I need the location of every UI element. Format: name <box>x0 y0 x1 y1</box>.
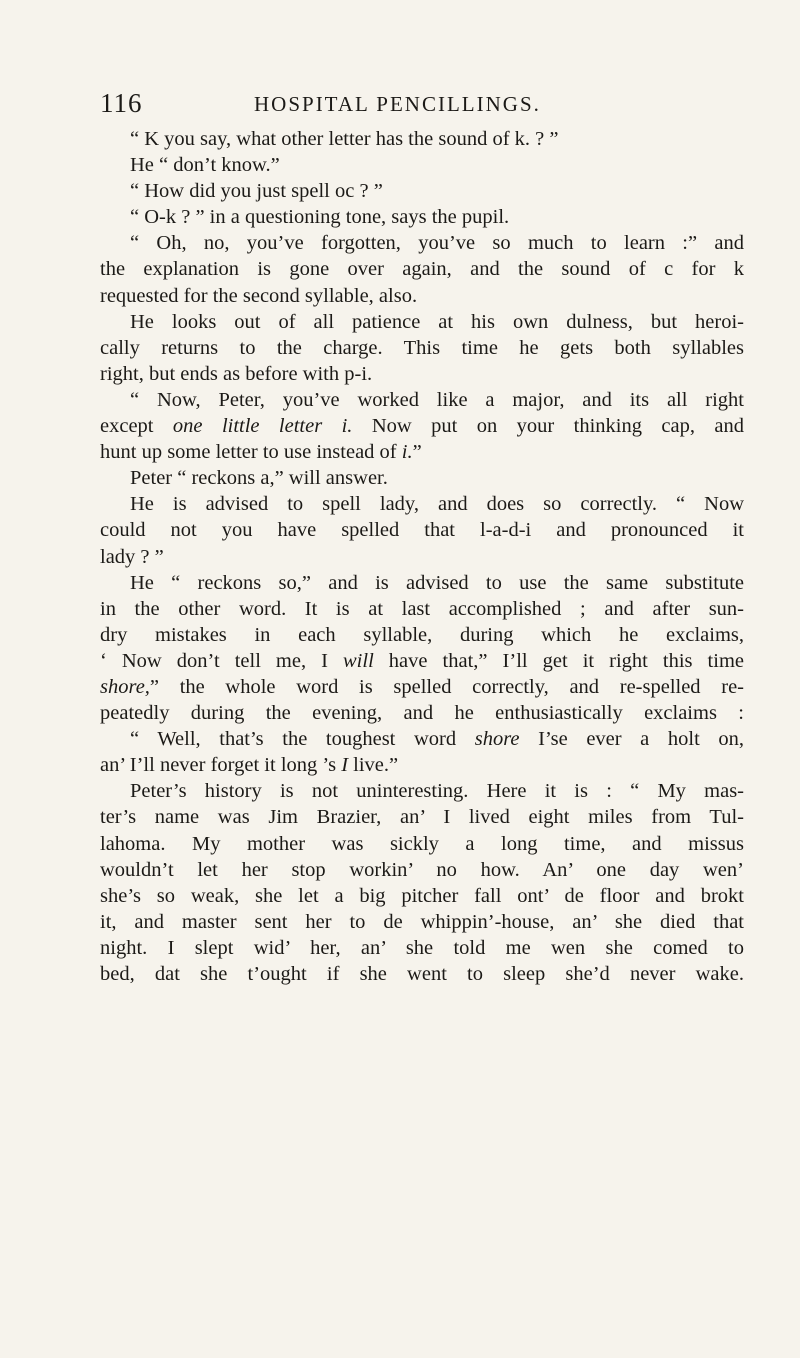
text-line: wouldn’t let her stop workin’ no how. An’ one day wen’ <box>100 858 744 881</box>
italic-run: one little letter i. <box>172 415 353 438</box>
text-run: live.” <box>348 754 399 777</box>
text-line: right, but ends as before with p-i. <box>100 362 373 385</box>
text-line <box>100 413 744 439</box>
text-line: “ K you say, what other letter has the sound of k. ? ” <box>130 128 559 150</box>
running-head: HOSPITAL PENCILLINGS. <box>254 92 541 116</box>
text-run: hunt up some letter to use instead of <box>100 441 402 464</box>
text-line: she’s so weak, she let a big pitcher fall ont’ de floor and brokt <box>100 884 744 907</box>
text-run: ‘ Now don’t tell me, I <box>100 649 343 672</box>
text-line: in the other word. It is at last accomplished ; and after sun- <box>100 597 744 620</box>
text-run: ” <box>412 441 422 464</box>
italic-run: shore <box>474 728 520 751</box>
text-line: ter’s name was Jim Brazier, an’ I lived eight miles from Tul- <box>100 806 744 829</box>
italic-run: i. <box>401 441 413 464</box>
text-run: Now put on your thinking cap, and <box>352 415 745 438</box>
text-line: the explanation is gone over again, and the sound of c for k <box>100 258 744 281</box>
text-line: cally returns to the charge. This time he gets both syllables <box>100 336 744 359</box>
text-line: lahoma. My mother was sickly a long time, and missus <box>100 832 744 855</box>
text-line: “ Now, Peter, you’ve worked like a major, and its all right <box>130 388 744 411</box>
text-line: night. I slept wid’ her, an’ she told me wen she comed to <box>100 936 744 959</box>
text-line: He “ reckons so,” and is advised to use the same substitute <box>130 571 744 594</box>
italic-run: shore, <box>100 675 150 698</box>
text-line: “ How did you just spell oc ? ” <box>130 180 383 203</box>
page-number: 116 <box>100 88 143 118</box>
text-line: could not you have spelled that l-a-d-i and pronounced it <box>100 519 744 542</box>
text-line <box>100 648 744 674</box>
text-line <box>100 439 744 465</box>
text-line: bed, dat she t’ought if she went to sleep she’d never wake. <box>100 963 744 985</box>
text-line: peatedly during the evening, and he enthusiastically exclaims : <box>100 702 744 725</box>
text-line: it, and master sent her to de whippin’-house, an’ she died that <box>100 910 744 933</box>
text-run: ” the whole word is spelled correctly, and re-spelled re- <box>149 675 744 698</box>
italic-run: will <box>343 649 374 672</box>
text-run: “ Well, that’s the toughest word <box>130 728 475 751</box>
text-line: dry mistakes in each syllable, during which he exclaims, <box>100 623 744 646</box>
body-text <box>100 126 744 987</box>
text-run: except <box>100 415 173 438</box>
text-line <box>100 726 744 752</box>
text-line <box>100 752 744 778</box>
text-line: requested for the second syllable, also. <box>100 284 418 307</box>
text-line: “ O-k ? ” in a questioning tone, says the pupil. <box>130 206 510 229</box>
text-line: “ Oh, no, you’ve forgotten, you’ve so much to learn :” and <box>130 232 744 255</box>
text-run: I’se ever a holt on, <box>519 728 745 751</box>
text-line: He “ don’t know.” <box>130 154 280 177</box>
text-run: an’ I’ll never forget it long ’s <box>100 754 342 777</box>
text-line: Peter “ reckons a,” will answer. <box>130 467 388 490</box>
text-line: He looks out of all patience at his own dulness, but heroi- <box>130 310 744 333</box>
text-line: Peter’s history is not uninteresting. Here it is : “ My mas- <box>130 780 744 803</box>
text-run: have that,” I’ll get it right this time <box>373 649 744 672</box>
text-line <box>100 674 744 700</box>
text-line: He is advised to spell lady, and does so correctly. “ Now <box>130 493 744 516</box>
italic-run: I <box>341 754 349 777</box>
page-header <box>100 88 720 120</box>
text-line: lady ? ” <box>100 545 164 568</box>
